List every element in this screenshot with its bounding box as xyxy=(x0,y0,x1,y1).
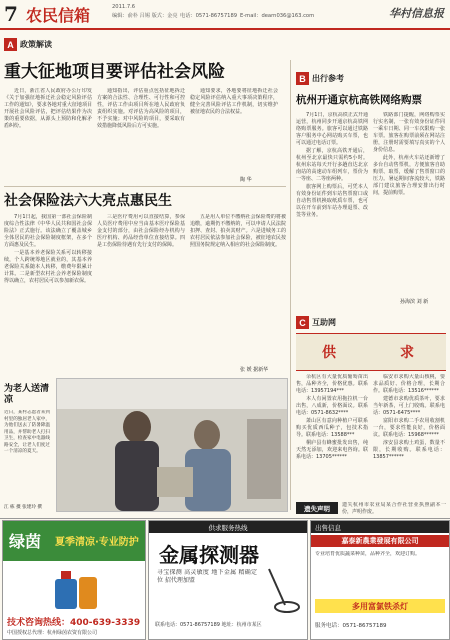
article3-col2 xyxy=(373,112,445,296)
section-c-label xyxy=(296,316,336,329)
article1-paragraph: 通知要求，各地要将征地拆迁社会稳定风险评估纳入重大事项决策程序，健全完善风险评估工作机制，切实维护被征地农民的合法权益。 xyxy=(190,88,278,115)
supply-demand-banner xyxy=(296,333,446,371)
ad-right-header: 出售信息 xyxy=(311,521,450,533)
article3-paragraph: 铁路部门提醒，网络购票实行实名制，一张有效身份证件同一乘车日期、同一车次限购一张车票。旅客在购票前须在网站注册，注册时需要填写真实的个人身份信息。 xyxy=(373,112,445,153)
photo-caption-title: 为老人送清凉 xyxy=(4,384,50,405)
ad-brand: 绿茵 xyxy=(9,532,42,551)
issue-date: 2011.7.6 xyxy=(112,4,136,10)
supply-item: 本人有闲置农用拖拉机一台出售，八成新，价格面议。联系电话：0571-8632**** xyxy=(296,396,368,416)
section-a-text: 政策解读 xyxy=(20,40,52,49)
article3-paragraph: 7月1日，京杭高铁正式开通运营，杭州同步开通京杭高铁网络购票服务。旅客可以通过铁路客户服务中心网站购买车票，也可以通过电话订票。 xyxy=(296,112,368,146)
article3-paragraph: 据了解，京杭高铁开通后，杭州至北京最快只需约5小时。杭州东站每天开行多趟直达北京南站的高速动车组列车，票价为一等座、二等座两种。 xyxy=(296,148,368,182)
ad-slogan: 夏季清凉·专业防护 xyxy=(55,537,139,548)
ad-right-text: 专业培育优质蔬菜种苗，品种齐全，欢迎订购。 xyxy=(315,551,421,557)
demand-item: 淳安县求购土鸡蛋，数量不限，长期收购。联系电话：13857****** xyxy=(373,440,445,460)
phone-line: 电话：0571-86757189 xyxy=(180,13,238,19)
supply-item: 萧山区有意向种植户可联系购买优质西瓜种子，包技术指导。联系电话：13588*** xyxy=(296,418,368,438)
ad-footer: 中国授权总代理：杭州绿茵农资有限公司 xyxy=(7,630,98,636)
section-b-text: 出行参考 xyxy=(312,74,344,83)
ad-hotline: 技术咨询热线：400-639-3339 xyxy=(7,618,141,628)
editor-line: 编辑：俞朴 吕锡 版式：金亮 xyxy=(112,13,178,19)
article3-paragraph: 此外，杭州火车站还新增了多台自动售票机，方便旅客自助购票、取票，缓解了售票窗口的压力。暑运期间客流较大，铁路部门建议旅客合理安排出行时间，提前购票。 xyxy=(373,155,445,196)
email-line: E-mail：dearn036@163.com xyxy=(240,13,315,19)
article2-paragraph: 五是用人单位不缴纳社会保险费的将被追缴，逾期仍不缴纳的，可以申请人民法院扣押、查封、拍卖其财产。六是进城务工的农村居民依法参加社会保险，被征地农民按照国务院规定纳入相应的社会保险制度。 xyxy=(190,214,286,248)
ad-middle-header: 供求服务热线 xyxy=(149,521,307,533)
section-c-text: 互助网 xyxy=(312,318,336,327)
ad-divider xyxy=(0,518,450,519)
divider xyxy=(4,186,286,187)
article1-paragraph: 近日，浙江省人民政府办公厅印发《关于加强征地拆迁社会稳定风险评估工作的通知》，要求各地对重大征地项目开展社会风险评估，把评估结果作为决策的重要依据，从源头上预防和化解矛盾纠纷。 xyxy=(4,88,92,129)
article1-paragraph: 通知指出，评估重点包括征地拆迁方案的合法性、合理性、可行性和可控性，评估工作由项目所在地人民政府负责组织实施。对评估为高风险的项目，不予实施；对中风险的项目，要采取有效措施降低风险后方可实施。 xyxy=(97,88,185,129)
photo-illustration-icon xyxy=(57,379,287,511)
supply-item: 桐庐县有蜂蜜批发出售，纯天然无添加，欢迎来电咨询。联系电话：13705****** xyxy=(296,440,368,460)
ad-pesticide[interactable] xyxy=(2,520,146,640)
demand-list xyxy=(373,374,445,500)
article1-byline: 陶 华 xyxy=(240,177,252,183)
page-number: 7 xyxy=(4,2,18,26)
ad-right-title: 嘉泰新農業發展有限公司 xyxy=(311,535,449,547)
article2-paragraph: 三是医疗费用可以直接结算，参保人员医疗费用中应当由基本医疗保险基金支付的部分，由社会保险经办机构与医疗机构、药品经营单位直接结算。四是工伤保险待遇有先行支付的保障。 xyxy=(97,214,185,248)
supply-title: 供 xyxy=(322,345,336,361)
headline-land-acquisition: 重大征地项目要评估社会风险 xyxy=(4,62,225,82)
article2-col2 xyxy=(97,214,185,370)
section-b-letter: B xyxy=(296,72,309,85)
section-b-label xyxy=(296,72,344,85)
ad-metal-detector[interactable] xyxy=(148,520,308,640)
detector-icon xyxy=(261,565,301,615)
paper-name: 华村信息报 xyxy=(389,7,444,20)
headline-railway: 杭州开通京杭高铁网络购票 xyxy=(296,94,422,106)
lost-notice-label: 遗失声明 xyxy=(296,502,338,514)
lost-notice-text: 遗失杭州市农业局某合作社营业执照副本一份，声明作废。 xyxy=(342,502,446,515)
article3-byline: 孙海滨 刘 新 xyxy=(400,299,429,305)
demand-item: 临安市求购大量山核桃，要求品质好、价格合理，长期合作。联系电话：13516****** xyxy=(373,374,445,394)
article2-byline: 张 媛 据新华 xyxy=(240,367,269,373)
article1-col2 xyxy=(97,88,185,180)
product-bottle-icon xyxy=(43,567,103,611)
article2-col1 xyxy=(4,214,92,370)
demand-item: 建德市求购优质茶叶，要求当年新茶，可上门收购。联系电话：0571-6475**** xyxy=(373,396,445,416)
photo-caption-byline: 江 栋 摄 张建玲 撰 xyxy=(4,505,42,510)
demand-title: 求 xyxy=(400,345,414,361)
ad-middle-text: 寻宝探测 高灵敏度 地下金属 精确定位 招代理加盟 xyxy=(157,569,257,584)
article3-col1 xyxy=(296,112,368,308)
article1-col1 xyxy=(4,88,92,180)
ad-right-footer: 服务电话：0571-86757189 xyxy=(315,623,387,629)
section-a-letter: A xyxy=(4,38,17,51)
supply-list xyxy=(296,374,368,500)
ad-middle-contact: 联系电话：0571-86757189 地址：杭州市某区 xyxy=(155,622,262,628)
article3-paragraph: 旅客网上购票后，可凭本人有效身份证件到车站售票窗口或自动售票机换取纸质车票，也可以在开车前到车站办理退票、改签等业务。 xyxy=(296,184,368,218)
elderly-care-photo xyxy=(56,378,288,512)
photo-caption-text: 近日，某村志愿者来到村里的独居老人家中，为他们送去了防暑降温用品，并帮助老人打扫卫生，检查家中电器线路安全，让老人们度过一个清凉的夏天。 xyxy=(4,410,50,454)
ad-middle-title: 金属探测器 xyxy=(159,543,259,567)
ad-right-product: 多用富氯铁杀灯 xyxy=(315,599,445,613)
supply-item: 余杭区有大量优质葡萄苗出售，品种齐全，价格优惠。联系电话：13957194*** xyxy=(296,374,368,394)
ad-agriculture[interactable] xyxy=(310,520,450,640)
section-c-letter: C xyxy=(296,316,309,329)
article2-paragraph: 7月1日起，我国第一部社会保险制度综合性法律《中华人民共和国社会保险法》正式施行。该法确立了覆盖城乡全体居民的社会保险制度框架，在多个方面惠及民生。 xyxy=(4,214,92,248)
article2-col3 xyxy=(190,214,286,364)
article1-col3 xyxy=(190,88,278,174)
demand-item: 富阳市求购二手农用收割机一台，要求性能良好，价格面议。联系电话：15968****** xyxy=(373,418,445,438)
section-a-label xyxy=(4,38,52,51)
headline-social-insurance: 社会保险法六大亮点惠民生 xyxy=(4,193,172,209)
section-title: 农民信箱 xyxy=(26,6,91,25)
article2-paragraph: 一是基本养老保险关系可以转移接续，个人跨统筹地区就业的，其基本养老保险关系随本人转移，缴费年限累计计算。二是新型农村社会养老保险制度得以确立，农村居民可以参加新农保。 xyxy=(4,250,92,284)
column-divider xyxy=(290,60,291,510)
